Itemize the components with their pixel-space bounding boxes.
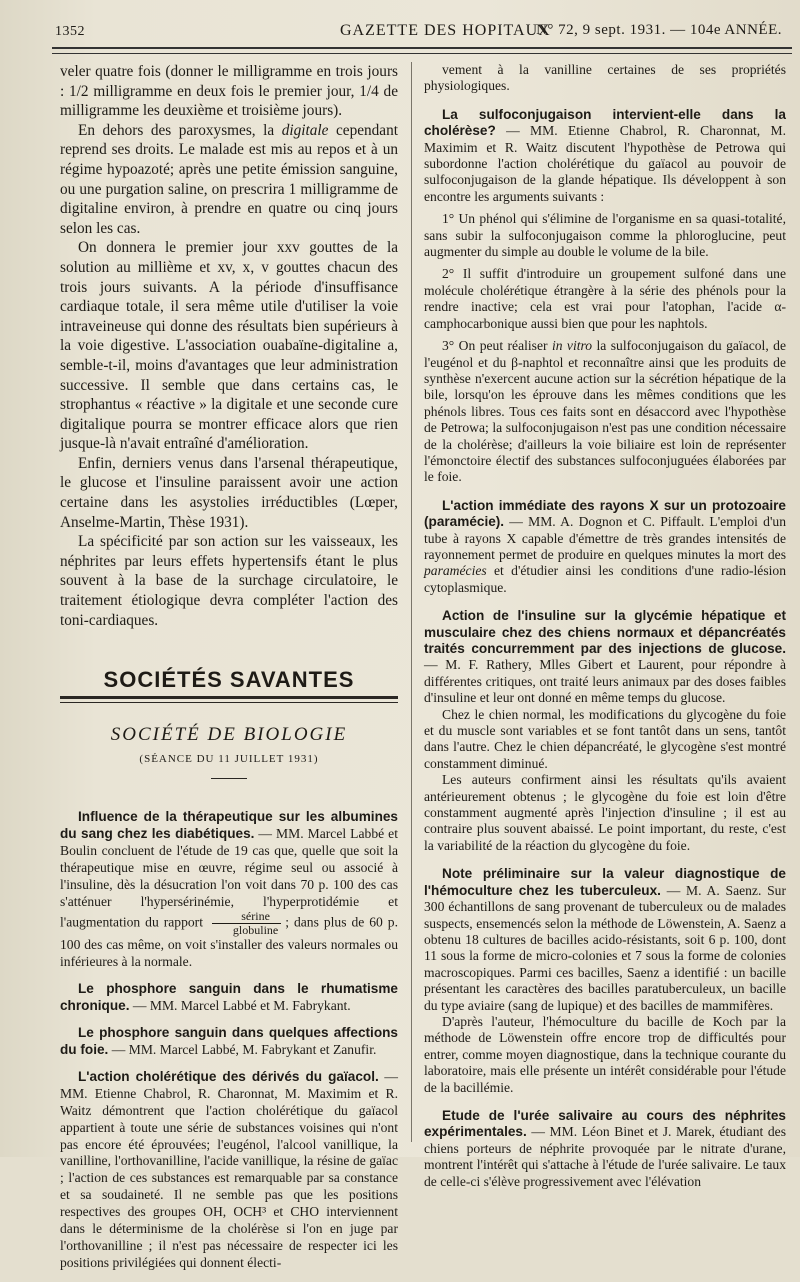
numbered-point [424, 338, 786, 486]
section-heading: SOCIÉTÉS SAVANTES [103, 667, 355, 693]
entry-title: Etude de l'urée salivaire au cours des néphrites expérimentales. [424, 1107, 786, 1140]
text-run: cependant reprend ses droits. Le malade est mis au repos et à un régime hypoazoté; après une petite émission sanguine, ou une purgation saline, on prescrira 1 milligramme de digitaline environ, à prendre en quatre ou cinq jours selon les cas. [60, 121, 398, 237]
paragraph [60, 121, 398, 239]
entry-body: — MM. Etienne Chabrol, R. Charonnat, M. Maximim et R. Waitz discutent l'hypothèse de Petrowa qui subordonne l'action cholérétique du gaïacol au pouvoir de sulfoconjugaison de la glande hépatique. Ils développent à son encontre les arguments suivants : [424, 123, 786, 204]
issue-info: N° 72, 9 sept. 1931. — 104e ANNÉE. [536, 22, 782, 38]
session-date: (SÉANCE DU 11 JUILLET 1931) [139, 753, 319, 766]
paragraph: D'après l'auteur, l'hémoculture du bacille de Koch par la méthode de Löwenstein offre encore trop de difficultés pour entrer, comme moyen diagnostique, dans la technique courante du laboratoire, mais elle présente un intérêt considérable pour l'étude de la bacillémie. [424, 1013, 786, 1095]
entry-gaiacol [60, 1069, 398, 1272]
section-rule-thin [60, 702, 398, 703]
text-run: 3° On peut réaliser [442, 338, 552, 354]
entry-phosphore-foie [60, 1025, 398, 1059]
numbered-point: 1° Un phénol qui s'élimine de l'organisme en sa quasi-totalité, sans subir la sulfoconjugaison comme la phloroglucine, peut augmenter du simple au double le volume de la bile. [424, 211, 786, 260]
left-entries [60, 809, 398, 1272]
right-column [424, 62, 786, 1190]
paragraph: veler quatre fois (donner le milligramme en trois jours : 1/2 milligramme en deux fois le premier jour, 1/4 de milligramme les deuxième et troisième jours). [60, 63, 398, 120]
page-header [55, 18, 790, 44]
section-rule-thick [60, 696, 398, 699]
entry-title: Le phosphore sanguin dans quelques affections du foie. [60, 1025, 398, 1057]
text-run: la sulfoconjugaison du gaïacol, de l'eugénol et du β-naphtol et reconnaître ainsi que les produits de synthèse n'exercent aucune action sur la sécrétion hépatique de la bile, lorsqu'on les éprouve dans les mêmes conditions que les phénols libres. Tous ces faits sont en désaccord avec l'hypothèse de Petrowa; la sulfoconjugaison n'est pas une condition nécessaire de la cholérèse; d'ailleurs la voie biliaire est loin de représenter l'émonctoire électif des substances sulfoconjuguées élaborées par le foie. [424, 338, 786, 485]
entry-title: La sulfoconjugaison intervient-elle dans la cholérèse? [424, 106, 786, 139]
paragraph: Chez le chien normal, les modifications du glycogène du foie et du muscle sont variables et se font tantôt dans un sens, tantôt dans l'autre. Chez le chien dépancréaté, le glycogène s'est montré constamment diminué. [424, 706, 786, 771]
entry-hemoculture [424, 866, 786, 1014]
fraction-denominator: globuline [232, 923, 279, 938]
column-divider [411, 62, 412, 1142]
journal-title: GAZETTE DES HOPITAUX [340, 22, 551, 39]
entry-title: Le phosphore sanguin dans le rhumatisme chronique. [60, 981, 398, 1014]
entry-body: — M. A. Saenz. Sur 300 échantillons de sang provenant de tuberculeux ou de malades suspects, ensemencés selon la méthode de Löwenstein, A. Saenz a obtenu 18 cultures de bacilles acido-résistants, soit 6 p. 100, dont 11 sous la forme de micro-colonies et 7 sous la forme de colonies macroscopiques. Parmi ces bacilles, Saenz a identifié : un bacille présentant les caractères des bacilles paratuberculeux, un bacille du type aviaire (sang de lupique) et des bacilles de mammifères. [424, 882, 787, 1013]
entry-title: L'action cholérétique des dérivés du gaïacol. [78, 1068, 379, 1084]
entry-sulfoconjugaison [424, 107, 786, 205]
header-rule [52, 47, 792, 54]
entry-body: et d'étudier ainsi les conditions d'une radio-lésion cytoplasmique. [424, 563, 786, 595]
ratio-fraction [212, 910, 281, 937]
entry-body: — MM. Léon Binet et J. Marek, étudiant des chiens porteurs de néphrite provoquée par le nitrate d'urane, montrent l'intérêt qui s'attache à l'étude de l'urée salivaire. Le taux de celle-ci s'élève progressivement avec l'élévation [424, 1124, 786, 1189]
entry-albumines [60, 809, 398, 971]
entry-body: — MM. Marcel Labbé, M. Fabrykant et Zanufir. [108, 1041, 377, 1057]
entry-body: ; dans plus de 60 p. 100 des cas même, on voit s'installer des valeurs normales ou inférieures à la normale. [60, 915, 398, 970]
entry-body: — MM. Etienne Chabrol, R. Charonnat, M. Maximim et R. Waitz démontrent que l'action cholérétique du gaïacol appartient à toute une série de substances voisines qui n'ont pas encore été éprouvées; l'eugénol, l'alcool vanillique, la vanilline, l'orthovanilline, l'acide vanillique, la résine de gaïac ; l'action de ces substances est remarquable par sa constance et sa soudaineté. Il ne semble pas que les positions respectives des groupes OH, OCH³ et CHO interviennent dans le déterminisme de la cholérèse si l'on en juge par l'orthovanilline ; il n'est pas nécessaire de respecter ici les positions privilégiées qui donnent électi- [60, 1068, 398, 1270]
paragraph: vement à la vanilline certaines de ses propriétés physiologiques. [424, 62, 786, 94]
numbered-point: 2° Il suffit d'introduire un groupement sulfoné dans une molécule cholérétique étrangère à la série des phénols pour la rendre inactive; cela est vrai pour l'atophan, l'acide α-camphocarbonique aussi bien que pour les naphtols. [424, 266, 786, 331]
society-title: SOCIÉTÉ DE BIOLOGIE [110, 723, 348, 745]
left-column [60, 62, 398, 1282]
entry-title: Note préliminaire sur la valeur diagnostique de l'hémoculture chez les tuberculeux. [424, 866, 786, 898]
entry-insuline [424, 608, 786, 706]
entry-body: — MM. Marcel Labbé et M. Fabrykant. [129, 998, 351, 1014]
entry-body: — MM. Marcel Labbé et Boulin concluent de l'étude de 19 cas que, quelle que soit la thérapeutique mise en œuvre, régime seul ou associé à l'insuline, dès la désucration l'on voit dans 70 p. 100 des cas s'atténuer l'hypersérinémie, l'hyperprotidémie et l'augmentation du rapport [60, 825, 398, 931]
entry-body: — MM. A. Dognon et C. Piffault. L'emploi d'un tube à rayons X capable d'émettre de très grandes intensités de rayonnement permet de produire en quelques minutes la mort des [424, 514, 786, 562]
entry-title: L'action immédiate des rayons X sur un protozoaire (paramécie). [424, 497, 786, 530]
entry-title: Influence de la thérapeutique sur les albumines du sang chez les diabétiques. [60, 809, 398, 841]
paragraph: La spécificité par son action sur les vaisseaux, les néphrites par leurs effets hypertensifs étant le plus souvent à la base de la surchage circulatoire, le traitement étiologique devra compléter l'action des toni-cardiaques. [60, 533, 398, 629]
paragraph: Les auteurs confirment ainsi les résultats qu'ils avaient antérieurement obtenus ; le glycogène du foie est loin d'être constamment augmenté après l'injection d'insuline ; il est au contraire plus souvent abaissé. Le point important, du reste, c'est la variabilité de la réaction du glycogène du foie. [424, 772, 786, 853]
entry-uree-salivaire [424, 1108, 786, 1190]
text-run: En dehors des paroxysmes, la [78, 121, 282, 139]
entry-title: Action de l'insuline sur la glycémie hépatique et musculaire chez des chiens normaux et dépancréatés traités concurremment par des injections de glucose. [424, 608, 786, 656]
page-number: 1352 [55, 24, 85, 39]
paragraph: On donnera le premier jour xxv gouttes de la solution au millième et xv, x, v gouttes chacun des trois jours suivants. A la période d'insuffisance cardiaque totale, il sera même utile d'utiliser la voie intraveineuse qui donne des résultats bien supérieurs à la voie digestive. L'association ouabaïne-digitaline a, semble-t-il, moins d'avantages que leur administration successive. Il semble que dans certains cas, le strophantus « réactive » la digitale et une seconde cure digitalique pourra se montrer efficace alors que rien jusque-là n'avait entraîné d'amélioration. [60, 239, 398, 453]
italic-term: paramécies [424, 563, 487, 579]
fraction-numerator: sérine [212, 910, 281, 924]
entry-rayons-x [424, 498, 786, 596]
short-rule [211, 778, 247, 779]
entry-phosphore-rhumatisme [60, 981, 398, 1015]
entry-body: — M. F. Rathery, Mlles Gibert et Laurent, pour répondre à différentes critiques, ont traité leurs animaux par des doses faibles d'insuline et leur ont donné en même temps du glucose. [424, 657, 786, 706]
paragraph: Enfin, derniers venus dans l'arsenal thérapeutique, le glucose et l'insuline paraissent avoir une action certaine dans les asystolies irréductibles (Lœper, Anselme-Martin, Thèse 1931). [60, 454, 398, 531]
italic-term: digitale [281, 121, 329, 139]
italic-term: in vitro [551, 338, 593, 354]
